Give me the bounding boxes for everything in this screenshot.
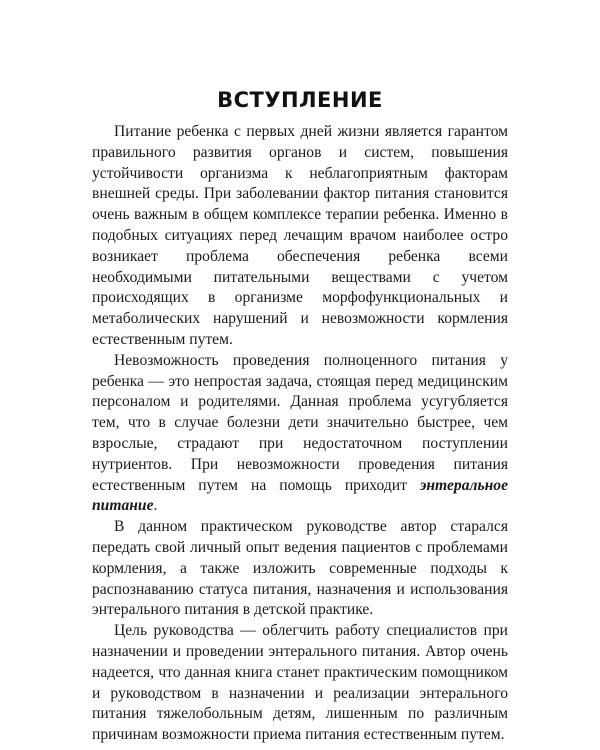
body-text xyxy=(92,122,508,746)
paragraph-4: Цель руководства — облегчить работу специалистов при назначении и проведении энтерального питания. Автор очень надеется, что данная книга станет практическим помощником и руководством в назначении и реализации энтерального питания тяжелобольным детям, лишенным по различным причинам возможности приема питания естественным путем. xyxy=(92,622,508,744)
paragraph-3: В данном практическом руководстве автор старался передать свой личный опыт ведения пациентов с проблемами кормления, а также изложить современные подходы к распознаванию статуса питания, назначения и использования энтерального питания в детской практике. xyxy=(92,518,508,619)
paragraph-2-text: Невозможность проведения полноценного питания у ребенка — это непростая задача, стоящая перед медицинским персоналом и родителями. Данная проблема усугубляется тем, что в случае болезни дети значительно быстрее, чем взрослые, страдают при недостаточном поступлении нутриентов. При невозможности проведения питания естественным путем на помощь приходит xyxy=(92,351,508,494)
paragraph-2-end: . xyxy=(153,497,158,515)
paragraph-1: Питание ребенка с первых дней жизни является гарантом правильного развития органов и систем, повышения устойчивости организма к неблагоприятным факторам внешней среды. При заболевании фактор питания становится очень важным в общем комплексе терапии ребенка. Именно в подобных ситуациях перед лечащим врачом наиболее остро возникает проблема обеспечения ребенка всеми необходимыми питательными веществами с учетом происходящих в организме морфофункциональных и метаболических нарушений и невозможности кормления естественным путем. xyxy=(92,123,508,348)
enteral-nutrition-term: энтеральное питание xyxy=(92,476,508,515)
paragraph-2 xyxy=(92,351,508,517)
page-title: ВСТУПЛЕНИЕ xyxy=(217,88,383,112)
